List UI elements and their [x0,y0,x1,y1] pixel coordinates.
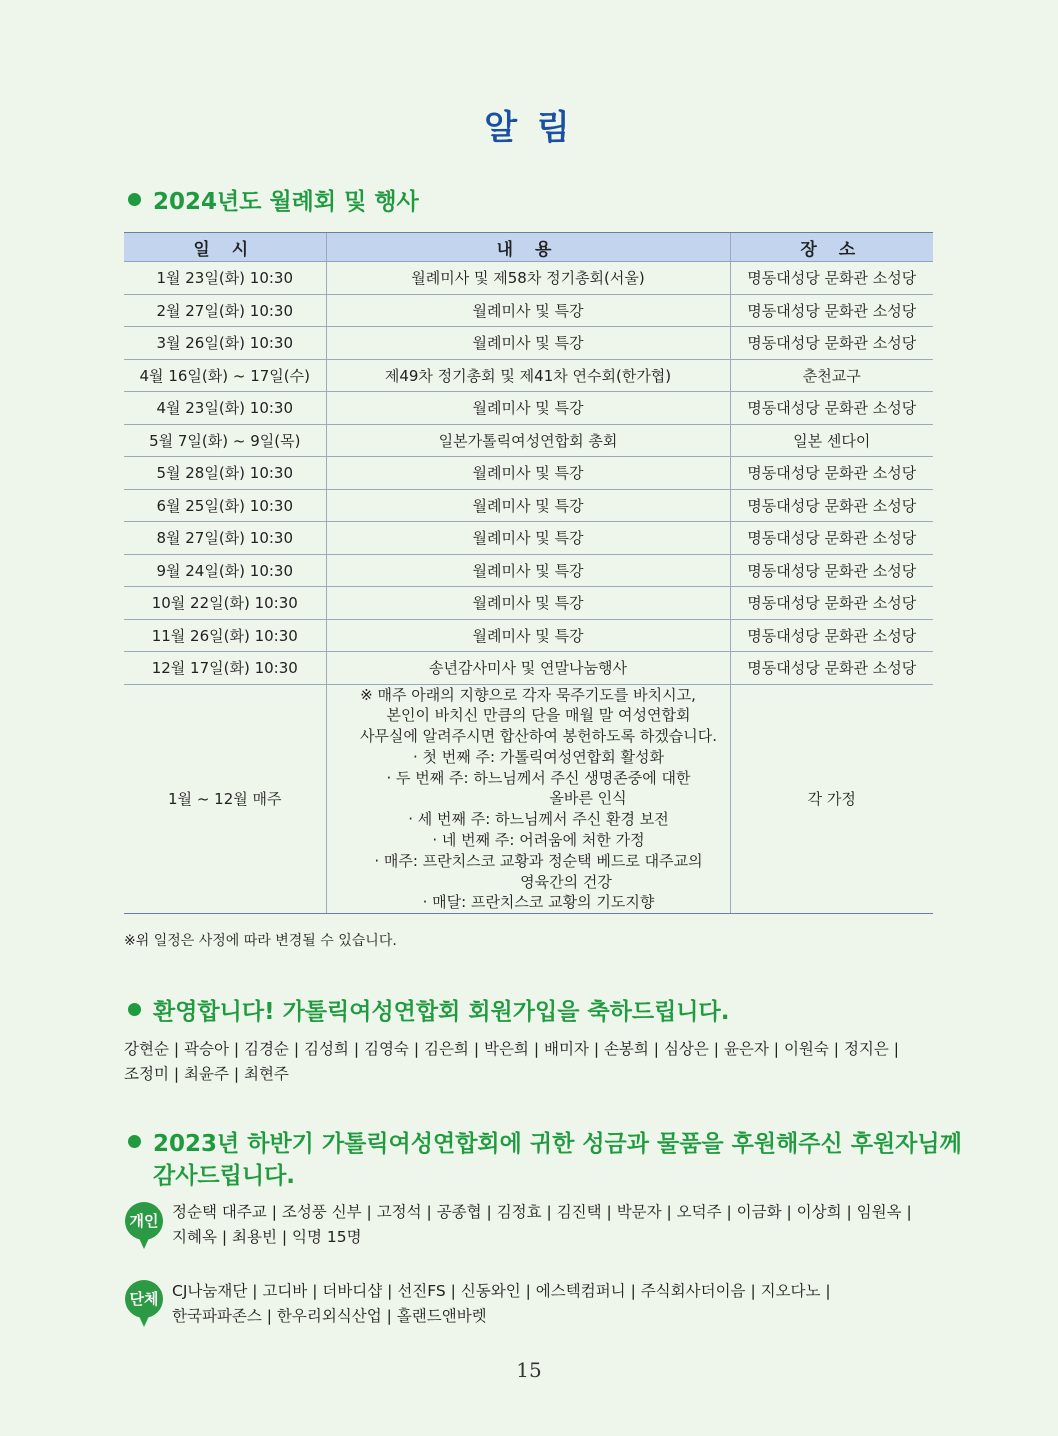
note-line: 영육간의 건강 [520,872,612,891]
row-place: 명동대성당 문화관 소성당 [730,294,933,327]
header-content: 내 용 [326,233,730,262]
names-line: 조정미 | 최윤주 | 최현주 [124,1065,289,1083]
bullet-icon [128,1003,141,1016]
row-content: 월례미사 및 특강 [326,522,730,555]
names-line: CJ나눔재단 | 고디바 | 더바디샵 | 선진FS | 신동와인 | 에스텍컴퍼니 | 주식회사더이음 | 지오다노 | [172,1282,831,1300]
note-line: · 네 번째 주: 어려움에 처한 가정 [432,831,645,850]
names-line: 한국파파존스 | 한우리외식산업 | 홀랜드앤바렛 [172,1307,487,1325]
table-row [124,652,933,685]
row-date: 8월 27일(화) 10:30 [124,522,326,555]
page-title: 알 림 [484,108,574,148]
row-content: 월례미사 및 특강 [326,619,730,652]
note-line: 본인이 바치신 만큼의 단을 매월 말 여성연합회 [386,706,691,725]
donors-heading [128,1128,962,1192]
row-date: 9월 24일(화) 10:30 [124,554,326,587]
table-row [124,457,933,490]
row-date: 11월 26일(화) 10:30 [124,619,326,652]
note-line: 올바른 인식 [549,789,627,808]
row-place: 춘천교구 [730,359,933,392]
table-row [124,587,933,620]
individual-badge: 개인 [125,1202,163,1240]
note-line: ※ 매주 아래의 지향으로 각자 묵주기도를 바치시고, [360,685,696,704]
note-line: 사무실에 알려주시면 합산하여 봉헌하도록 하겠습니다. [359,727,718,746]
individual-donors [172,1200,912,1250]
table-row [124,392,933,425]
row-content: 월례미사 및 특강 [326,392,730,425]
welcome-names [124,1037,899,1087]
note-line: · 매달: 프란치스코 교황의 기도지향 [422,893,655,912]
row-content: 월례미사 및 제58차 정기총회(서울) [326,262,730,295]
schedule-heading [128,186,419,218]
note-line: · 첫 번째 주: 가톨릭여성연합회 활성화 [412,747,664,766]
schedule-table [124,232,933,914]
row-place: 명동대성당 문화관 소성당 [730,262,933,295]
row-date: 4월 16일(화) ~ 17일(수) [124,359,326,392]
row-content: 월례미사 및 특강 [326,294,730,327]
group-donors [172,1279,831,1329]
row-content: 월례미사 및 특강 [326,587,730,620]
weekly-place: 각 가정 [730,684,933,914]
row-date: 5월 28일(화) 10:30 [124,457,326,490]
table-row [124,619,933,652]
row-place: 명동대성당 문화관 소성당 [730,457,933,490]
row-content: 월례미사 및 특강 [326,457,730,490]
row-place: 명동대성당 문화관 소성당 [730,392,933,425]
note-line: · 매주: 프란치스코 교황과 정순택 베드로 대주교의 [374,851,703,870]
row-date: 12월 17일(화) 10:30 [124,652,326,685]
row-date: 10월 22일(화) 10:30 [124,587,326,620]
row-place: 명동대성당 문화관 소성당 [730,327,933,360]
table-header-row [124,233,933,262]
donors-heading-text: 2023년 하반기 가톨릭여성연합회에 귀한 성금과 물품을 후원해주신 후원자님께 [153,1131,962,1157]
table-row [124,262,933,295]
schedule-footnote: ※위 일정은 사정에 따라 변경될 수 있습니다. [124,933,397,949]
schedule-heading-text: 2024년도 월례회 및 행사 [153,189,419,215]
header-place: 장 소 [730,233,933,262]
row-place: 명동대성당 문화관 소성당 [730,619,933,652]
weekly-note [326,684,730,914]
row-content: 송년감사미사 및 연말나눔행사 [326,652,730,685]
header-date: 일 시 [124,233,326,262]
table-row [124,424,933,457]
welcome-heading [128,996,729,1028]
table-row [124,522,933,555]
row-content: 월례미사 및 특강 [326,327,730,360]
row-date: 2월 27일(화) 10:30 [124,294,326,327]
names-line: 지혜옥 | 최용빈 | 익명 15명 [172,1228,362,1246]
row-date: 6월 25일(화) 10:30 [124,489,326,522]
row-place: 명동대성당 문화관 소성당 [730,522,933,555]
table-row [124,327,933,360]
row-place: 명동대성당 문화관 소성당 [730,554,933,587]
welcome-heading-text: 환영합니다! 가톨릭여성연합회 회원가입을 축하드립니다. [153,999,730,1025]
table-row [124,294,933,327]
bullet-icon [128,193,141,206]
row-date: 1월 23일(화) 10:30 [124,262,326,295]
table-row [124,359,933,392]
names-line: 강현순 | 곽승아 | 김경순 | 김성희 | 김영숙 | 김은희 | 박은희 | 배미자 | 손봉희 | 심상은 | 윤은자 | 이원숙 | 정지은 | [124,1040,900,1058]
row-date: 4월 23일(화) 10:30 [124,392,326,425]
names-line: 정순택 대주교 | 조성풍 신부 | 고정석 | 공종협 | 김정효 | 김진택 | 박문자 | 오덕주 | 이금화 | 이상희 | 임원옥 | [172,1203,912,1221]
row-place: 명동대성당 문화관 소성당 [730,652,933,685]
row-date: 5월 7일(화) ~ 9일(목) [124,424,326,457]
group-badge: 단체 [125,1280,163,1318]
row-content: 제49차 정기총회 및 제41차 연수회(한가협) [326,359,730,392]
row-content: 월례미사 및 특강 [326,554,730,587]
row-place: 명동대성당 문화관 소성당 [730,489,933,522]
note-line: · 두 번째 주: 하느님께서 주신 생명존중에 대한 [386,768,691,787]
row-date: 3월 26일(화) 10:30 [124,327,326,360]
row-content: 일본가톨릭여성연합회 총회 [326,424,730,457]
table-row-weekly [124,684,933,914]
note-line: · 세 번째 주: 하느님께서 주신 환경 보전 [408,810,669,829]
page-number: 15 [516,1358,542,1382]
bullet-icon [128,1135,141,1148]
table-row [124,489,933,522]
row-place: 명동대성당 문화관 소성당 [730,587,933,620]
weekly-date: 1월 ~ 12월 매주 [124,684,326,914]
row-content: 월례미사 및 특강 [326,489,730,522]
donors-heading-text-cont: 감사드립니다. [153,1163,296,1189]
table-row [124,554,933,587]
row-place: 일본 센다이 [730,424,933,457]
